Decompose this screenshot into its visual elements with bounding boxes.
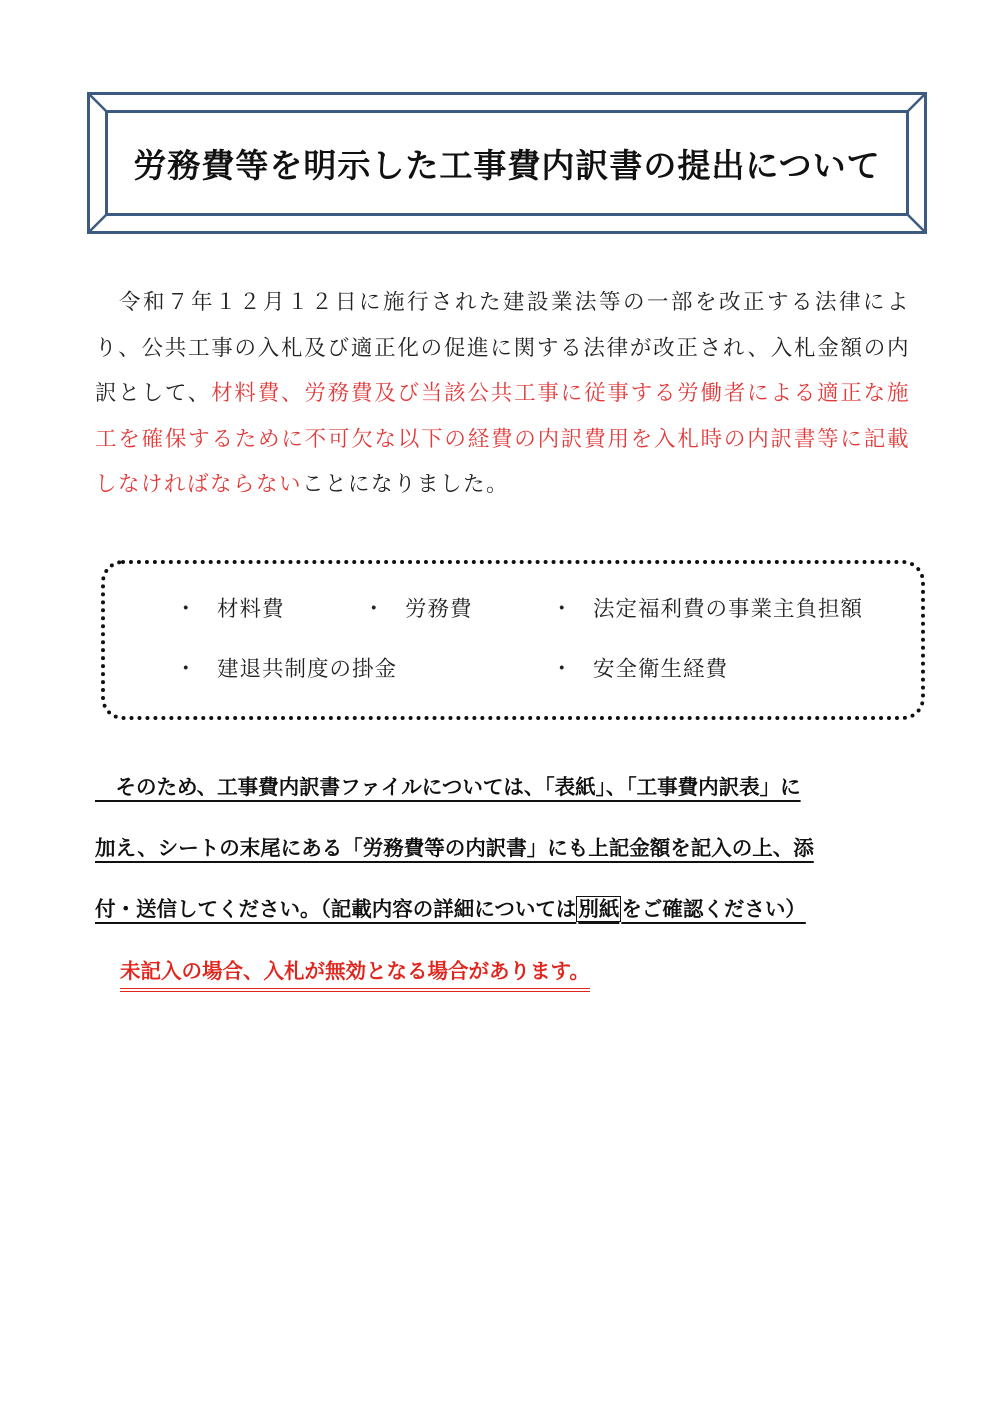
bullet-icon: ・ [175,657,198,682]
item-safety [551,652,728,683]
attachment-reference: 別紙 [578,897,620,921]
intro-paragraph [95,280,910,508]
item-welfare [551,592,863,623]
notice-text-3a: 付・送信してください。（記載内容の詳細については [95,897,577,921]
item-material [175,592,285,623]
page-title: 労務費等を明示した工事費内訳書の提出について [133,145,881,185]
intro-text-highlight: 材料費、労務費及び当該公共工事に従事する労働者による適正な施工を確保するために不可欠な以下の経費の内訳費用を入札時の内訳書等に記載しなければならない [95,381,910,497]
item-retirement [175,652,397,683]
expense-items-box [101,560,925,720]
notice-line-1 [95,770,910,800]
intro-text-2: ことになりました。 [302,472,510,497]
item-welfare-label: 法定福利費の事業主負担額 [593,597,864,622]
item-retirement-label: 建退共制度の掛金 [217,657,398,682]
notice-text-1: そのため、工事費内訳書ファイルについては、「表紙」、「工事費内訳表」に [115,775,801,799]
notice-line-2: 加え、シートの末尾にある「労務費等の内訳書」にも上記金額を記入の上、添 [95,836,814,860]
item-labor-label: 労務費 [405,597,473,622]
item-material-label: 材料費 [217,597,285,622]
intro-text-1: 令和７年１２月１２日に施行された建設業法等の一部を改正する法律により、公共工事の入札及び適正化の促進に関する法律が改正され、入札金額の内訳として、 [95,290,910,406]
bullet-icon: ・ [363,597,386,622]
title-frame [87,92,927,234]
bullet-icon: ・ [175,597,198,622]
bullet-icon: ・ [551,597,574,622]
notice-line-3 [95,892,910,922]
item-labor [363,592,473,623]
item-safety-label: 安全衛生経費 [593,657,729,682]
bullet-icon: ・ [551,657,574,682]
warning-text: 未記入の場合、入札が無効となる場合があります。 [120,954,590,992]
notice-text-3b: をご確認ください） [621,897,806,921]
